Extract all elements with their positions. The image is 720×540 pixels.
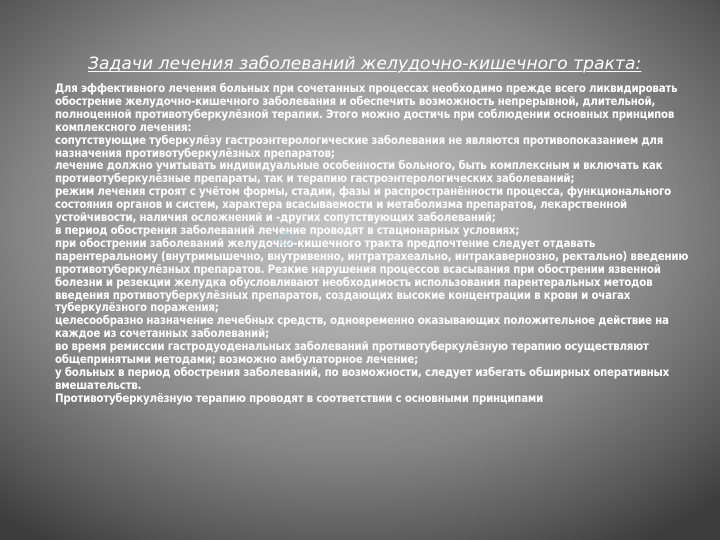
slide-title: Задачи лечения заболеваний желудочно-кишечного тракта:	[88, 54, 642, 74]
paragraph-principle-4: в период обострения заболеваний лечение проводят в стационарных условиях;	[55, 222, 520, 237]
paragraph-intro: Для эффективного лечения больных при сочетанных процессах необходимо прежде всего ликвидировать обострение желудочно-кишечного заболевания и обеспечить возможность непрерывной, длительной, полноценной противотуберкулёзной терапии. Этого можно достичь при соблюдении основных принципов комплексного лечения:	[55, 81, 678, 134]
paragraph-principle-3: режим лечения строят с учётом формы, стадии, фазы и распространённости процесса, функционального состояния органов и систем, характера всасываемости и метаболизма препаратов, лекарственной устойчивости, наличия осложнений и -других сопутствующих заболеваний;	[55, 184, 672, 225]
paragraph-principle-5: при обострении заболеваний желудочно-кишечного тракта предпочтение следует отдавать парентеральному (внутримышечно, внутривенно, интратрахеально, интракавернозно, ректально) введению противотуберкулёзных препаратов. Резкие нарушения процессов всасывания при обострении язвенной болезни и резекции желудка обусловливают необходимость использования парентеральных методов введения противотуберкулёзных препаратов, создающих высокие концентрации в крови и очагах туберкулёзного поражения;	[55, 235, 689, 315]
paragraph-conclusion: Противотуберкулёзную терапию проводят в соответствии с основными принципами	[55, 390, 544, 405]
paragraph-principle-2: лечение должно учитывать индивидуальные особенности больного, быть комплексным и включать как противотуберкулёзные препараты, так и терапию гастроэнтерологических заболеваний;	[55, 158, 663, 186]
faint-decoration-icon	[277, 230, 295, 248]
paragraph-principle-6: целесообразно назначение лечебных средств, одновременно оказывающих положительное действие на каждое из сочетанных заболеваний;	[55, 313, 669, 341]
paragraph-principle-7: во время ремиссии гастродуоденальных заболеваний противотуберкулёзную терапию осуществляют общепринятыми методами; возможно амбулаторное лечение;	[55, 339, 649, 367]
paragraph-principle-8: у больных в период обострения заболеваний, по возможности, следует избегать обширных оперативных вмешательств.	[55, 364, 670, 392]
paragraph-principle-1: сопутствующие туберкулёзу гастроэнтерологические заболевания не являются противопоказанием для назначения противотуберкулёзных препаратов;	[55, 132, 664, 160]
slide-body	[55, 82, 697, 405]
